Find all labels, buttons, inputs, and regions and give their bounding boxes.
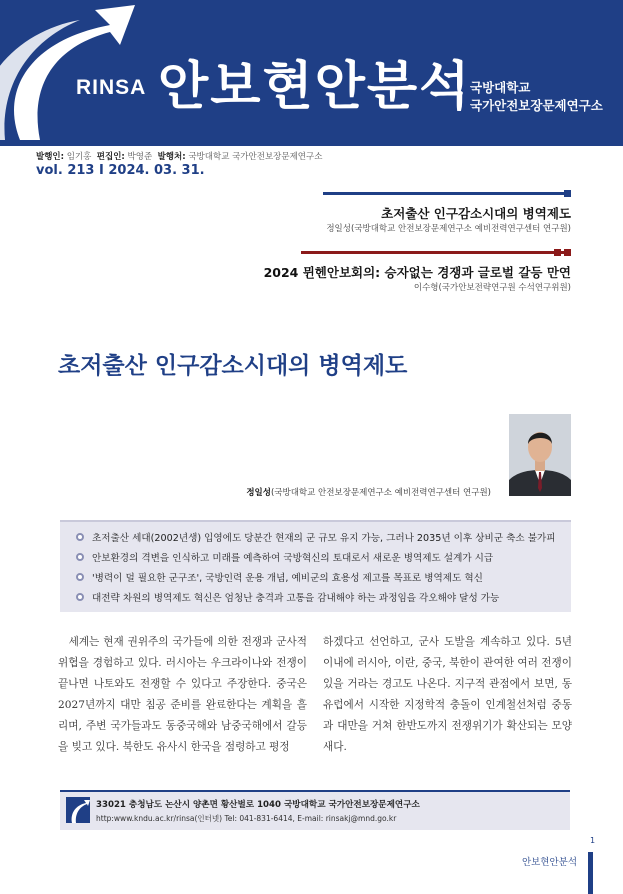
- summary-item: [76, 589, 571, 609]
- publisher-name: 임기홍: [66, 152, 92, 162]
- article-title: 초저출산 인구감소시대의 병역제도: [58, 353, 408, 379]
- toc-divider-2: [301, 249, 571, 256]
- org-name-line1: 국방대학교: [470, 80, 531, 95]
- author-affiliation: (국방대학교 안전보장문제연구소 예비전력연구센터 연구원): [270, 488, 491, 498]
- page-side-bar: [588, 852, 593, 894]
- footer-publication-name: 안보현안분석: [521, 857, 577, 868]
- publication-title: 안보현안분석: [158, 57, 472, 117]
- summary-item: [76, 569, 571, 589]
- summary-text: 초저출산 세대(2002년생) 입영에도 당분간 현재의 군 규모 유지 가능, 그러나 2035년 이후 상비군 축소 불가피: [92, 533, 556, 544]
- bullet-icon: [76, 533, 84, 541]
- volume-date: vol. 213 I 2024. 03. 31.: [36, 163, 205, 178]
- issuer-label: 발행처:: [157, 152, 186, 162]
- author-name: 정일성: [246, 488, 271, 498]
- summary-text: 대전략 차원의 병역제도 혁신은 엄청난 충격과 고통을 감내해야 하는 과정임을 각오해야 달성 가능: [92, 593, 500, 604]
- summary-text: '병력이 덜 필요한 군구조', 국방인력 운용 개념, 예비군의 효용성 제고를 목표로 병역제도 혁신: [92, 573, 483, 584]
- summary-item: [76, 529, 571, 549]
- rinsa-logo-swoosh-icon: [0, 0, 140, 140]
- org-name-line2: 국가안전보장문제연구소: [470, 98, 603, 113]
- footer-address: 33021 충청남도 논산시 양촌면 황산벌로 1040 국방대학교 국가안전보장문제연구소: [96, 800, 420, 810]
- toc-title-1[interactable]: 초저출산 인구감소시대의 병역제도: [381, 206, 571, 221]
- author-photo: [509, 414, 571, 496]
- editor-name: 박영준: [127, 152, 153, 162]
- body-column-right: 하겠다고 선언하고, 군사 도발을 계속하고 있다. 5년 이내에 러시아, 이란, 중국, 북한이 관여한 여러 전쟁이 있을 거라는 경고도 나온다. 지구적 관점에서 보면, 동유럽에서 시작한 지정학적 충돌이 인계철선처럼 중동과 대만을 거쳐 한반도까지 전쟁위기가 확산되는 모양새다.: [323, 636, 572, 753]
- footer-contact-box: [60, 790, 570, 830]
- author-portrait-icon: [509, 414, 571, 496]
- header-banner: [0, 0, 623, 146]
- footer-logo-icon: [66, 797, 90, 823]
- footer-contact-info: http:www.kndu.ac.kr/rinsa(인터넷) Tel: 041-831-6414, E-mail: rinsakj@mnd.go.kr: [96, 814, 397, 823]
- toc-divider-1: [323, 190, 571, 197]
- publisher-label: 발행인:: [36, 152, 65, 162]
- summary-item: [76, 549, 571, 569]
- toc-author-1: 정일성(국방대학교 안전보장문제연구소 예비전력연구센터 연구원): [326, 224, 571, 234]
- logo-text: RINSA: [76, 76, 147, 99]
- body-column-left: 세계는 현재 권위주의 국가들에 의한 전쟁과 군사적 위협을 경험하고 있다. 러시아는 우크라이나와 전쟁이 끝나면 나토와도 전쟁할 수 있다고 주장한다. 중국은 2027년까지 대만 침공 준비를 완료한다는 계획을 흘리며, 주변 국가들과도 동중국해와 남중국해에서 갈등을 빚고 있다. 북한도 유사시 한국을 점령하고 평정: [58, 636, 307, 753]
- page-number: 1: [590, 836, 596, 845]
- toc-author-2: 이수형(국가안보전략연구원 수석연구위원): [413, 283, 571, 293]
- summary-box: [60, 520, 571, 612]
- toc-title-2[interactable]: 2024 뮌헨안보회의: 승자없는 경쟁과 글로벌 갈등 만연: [263, 265, 571, 280]
- bullet-icon: [76, 553, 84, 561]
- issuer-name: 국방대학교 국가안전보장문제연구소: [188, 152, 323, 162]
- editor-label: 편집인:: [96, 152, 125, 162]
- bullet-icon: [76, 593, 84, 601]
- summary-text: 안보환경의 격변을 인식하고 미래를 예측하여 국방혁신의 토대로서 새로운 병역제도 설계가 시급: [92, 553, 494, 564]
- publication-info: [36, 150, 322, 162]
- article-author: [246, 486, 491, 498]
- bullet-icon: [76, 573, 84, 581]
- footer-swoosh-icon: [66, 797, 90, 823]
